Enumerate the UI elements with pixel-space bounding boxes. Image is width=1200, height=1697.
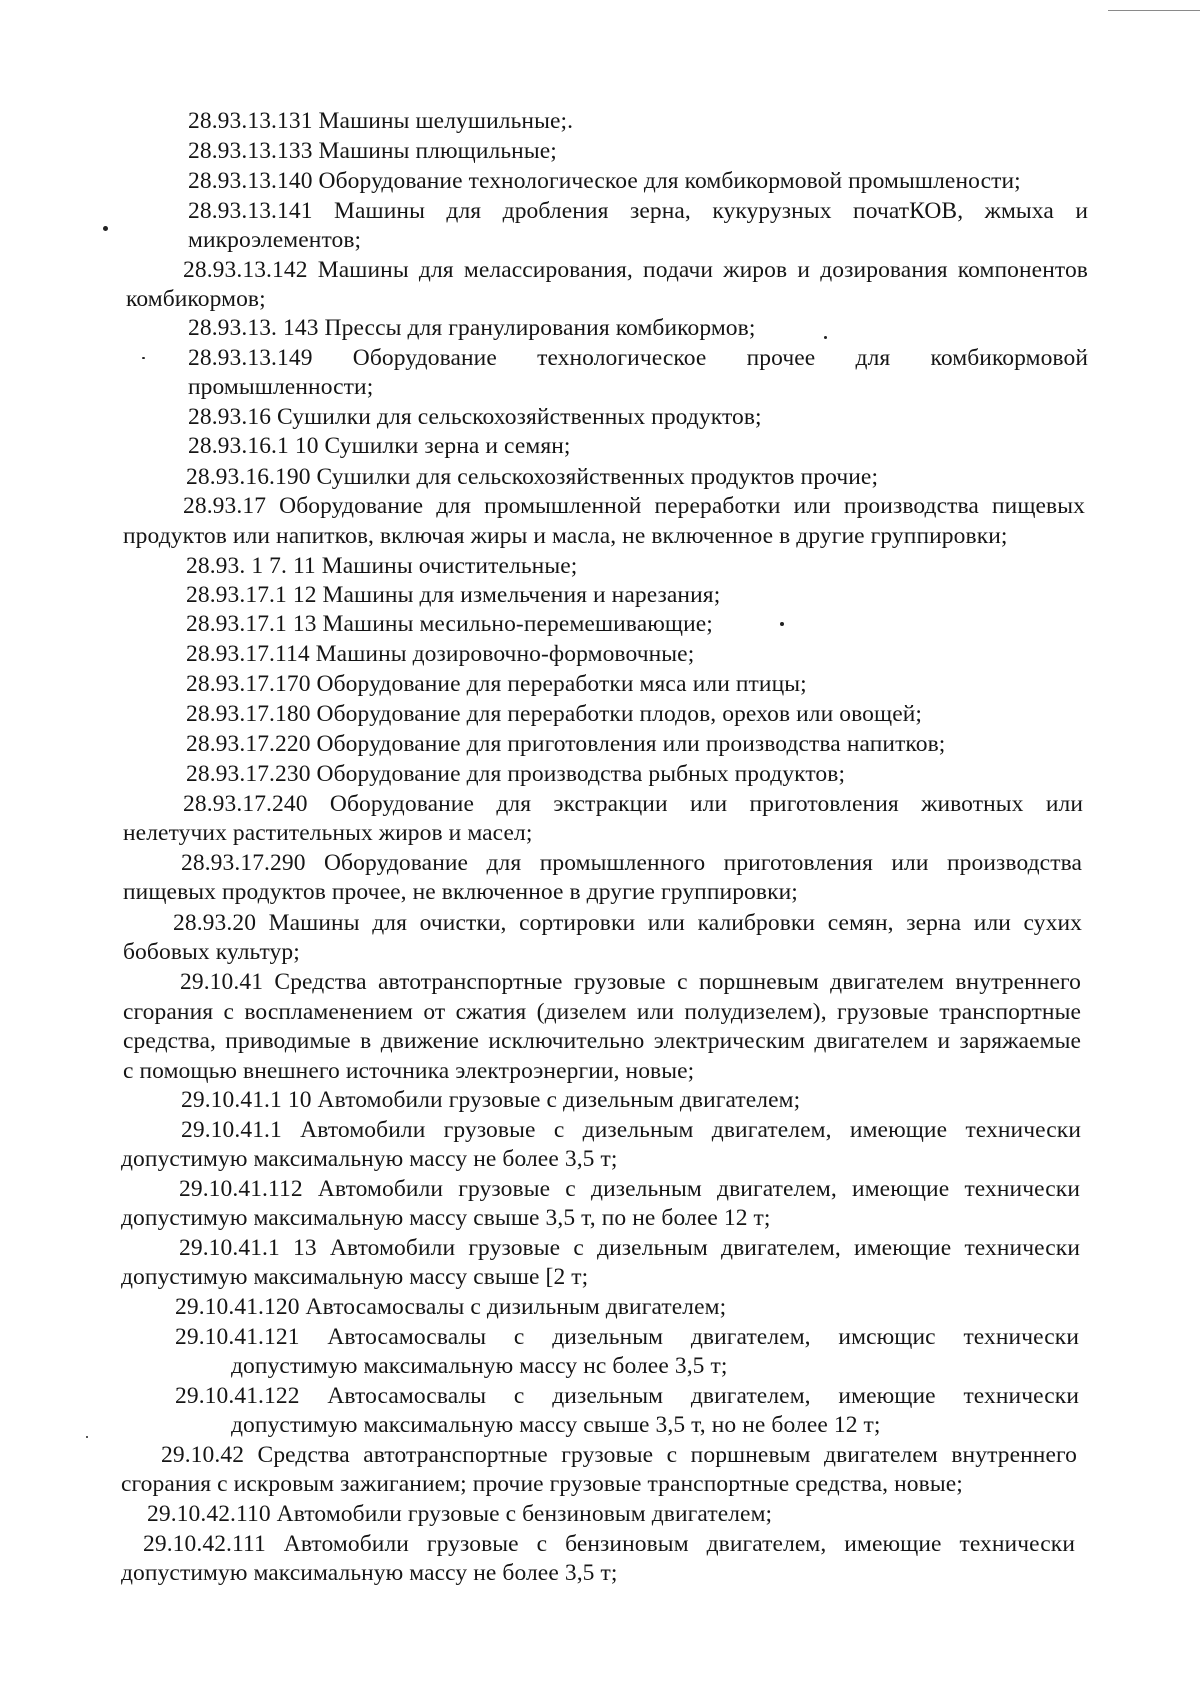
list-item: 28.93.13.142 Машины для мелассирования, подачи жиров и дозирования компонентов	[183, 257, 1088, 283]
list-item: 28.93.17.180 Оборудование для переработки плодов, орехов или овощей;	[186, 701, 923, 727]
list-item-continuation: допустимую максимальную массу свыше [2 т;	[121, 1264, 589, 1290]
list-item-continuation: пищевых продуктов прочее, не включенное в другие группировки;	[123, 879, 798, 905]
list-item-continuation: допустимую максимальную массу не более 3,5 т;	[121, 1560, 618, 1586]
list-item: 28.93.17.1 13 Машины месильно-перемешивающие;	[186, 611, 713, 637]
list-item: 28.93.17.170 Оборудование для переработки мяса или птицы;	[186, 671, 807, 697]
list-item: 28.93.13.133 Машины плющильные;	[188, 138, 557, 164]
list-item: 28.93.16.1 10 Сушилки зерна и семян;	[188, 433, 571, 459]
list-item-continuation: сгорания с воспламенением от сжатия (дизелем или полудизелем), грузовые транспортные	[123, 999, 1081, 1025]
list-item-continuation: продуктов или напитков, включая жиры и масла, не включенное в другие группировки;	[123, 523, 1008, 549]
list-item: 28.93.17.230 Оборудование для производства рыбных продуктов;	[186, 761, 846, 787]
list-item: 29.10.42.110 Автомобили грузовые с бензиновым двигателем;	[147, 1501, 773, 1527]
list-item-continuation: бобовых культур;	[123, 939, 300, 965]
list-item-continuation: промышленности;	[188, 374, 374, 400]
list-item: 29.10.41.122 Автосамосвалы с дизельным двигателем, имеющие технически	[175, 1383, 1079, 1409]
list-item: 28.93. 1 7. 11 Машины очистительные;	[186, 553, 578, 579]
list-item: 28.93.17.114 Машины дозировочно-формовочные;	[186, 641, 695, 667]
list-item: 28.93.13. 143 Прессы для гранулирования комбикормов;	[188, 315, 756, 341]
list-item: 29.10.41.121 Автосамосвалы с дизельным двигателем, имсющис технически	[175, 1324, 1079, 1350]
list-item-continuation: микроэлементов;	[188, 227, 362, 253]
list-item: 28.93.16 Сушилки для сельскохозяйственных продуктов;	[188, 404, 762, 430]
list-item-continuation: допустимую максимальную массу свыше 3,5 т, но не более 12 т;	[231, 1412, 881, 1438]
list-item: 28.93.17.240 Оборудование для экстракции или приготовления животных или	[183, 791, 1083, 817]
list-item: 29.10.42 Средства автотранспортные грузовые с поршневым двигателем внутреннего	[161, 1442, 1077, 1468]
list-item: 28.93.17.290 Оборудование для промышленного приготовления или производства	[181, 850, 1082, 876]
list-item: 29.10.41.112 Автомобили грузовые с дизельным двигателем, имеющие технически	[179, 1176, 1080, 1202]
list-item: 28.93.13.140 Оборудование технологическое для комбикормовой промышлености;	[188, 168, 1021, 194]
list-item-continuation: с помощью внешнего источника электроэнергии, новые;	[123, 1058, 695, 1084]
list-item: 28.93.13.131 Машины шелушильные;.	[188, 108, 574, 134]
list-item: 28.93.20 Машины для очистки, сортировки или калибровки семян, зерна или сухих	[173, 910, 1082, 936]
list-item: 29.10.42.111 Автомобили грузовые с бензиновым двигателем, имеющие технически	[143, 1531, 1075, 1557]
list-item-continuation: нелетучих растительных жиров и масел;	[123, 820, 533, 846]
list-item: 29.10.41.1 Автомобили грузовые с дизельным двигателем, имеющие технически	[181, 1117, 1081, 1143]
list-item: 28.93.13.141 Машины для дробления зерна, кукурузных початКОВ, жмыха и	[188, 198, 1088, 224]
list-item: 28.93.17.220 Оборудование для приготовления или производства напитков;	[186, 731, 946, 757]
list-item-continuation: допустимую максимальную массу не более 3,5 т;	[121, 1146, 618, 1172]
list-item: 29.10.41.1 10 Автомобили грузовые с дизельным двигателем;	[181, 1087, 801, 1113]
list-item: 28.93.17 Оборудование для промышленной переработки или производства пищевых	[183, 493, 1085, 519]
list-item: 28.93.17.1 12 Машины для измельчения и нарезания;	[186, 582, 721, 608]
list-item: 29.10.41.1 13 Автомобили грузовые с дизельным двигателем, имеющие технически	[179, 1235, 1080, 1261]
list-item-continuation: комбикормов;	[126, 286, 266, 312]
list-item-continuation: средства, приводимые в движение исключительно электрическим двигателем и заряжаемые	[123, 1028, 1081, 1054]
list-item: 29.10.41.120 Автосамосвалы с дизильным двигателем;	[175, 1294, 727, 1320]
list-item: 28.93.13.149 Оборудование технологическое прочее для комбикормовой	[188, 345, 1088, 371]
list-item: 29.10.41 Средства автотранспортные грузовые с поршневым двигателем внутреннего	[180, 969, 1081, 995]
list-item: 28.93.16.190 Сушилки для сельскохозяйственных продуктов прочие;	[186, 464, 879, 490]
list-item-continuation: допустимую максимальную массу свыше 3,5 т, по не более 12 т;	[121, 1205, 771, 1231]
list-item-continuation: допустимую максимальную массу нс более 3,5 т;	[231, 1353, 728, 1379]
list-item-continuation: сгорания с искровым зажиганием; прочие грузовые транспортные средства, новые;	[121, 1471, 963, 1497]
